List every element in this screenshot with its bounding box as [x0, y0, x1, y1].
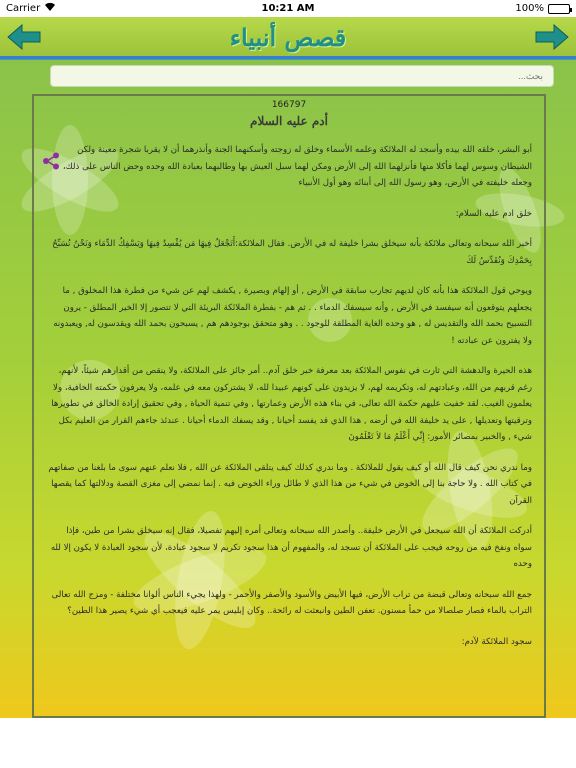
paragraph: سجود الملائكة لآدم: — [461, 636, 532, 647]
paragraph: وما ندري نحن كيف قال الله أو كيف يقول للملائكة . وما ندري كذلك كيف يتلقى الملائكة عن الله , فلا نعلم عنهم سوى ما بلغنا من صفاتهم في كتاب الله . ولا حاجة بنا إلى الخوض في شيء من هذا الذي لا طائل وراء الخوض فيه . إنما نمضي إلى مغزى القصة ودلالتها كما يقصها القرآن — [48, 462, 532, 506]
status-time: 10:21 AM — [261, 3, 315, 14]
page-title: قصص أنبياء — [229, 22, 347, 52]
status-left — [6, 2, 56, 15]
article-title: أدم عليه السلام — [250, 114, 328, 128]
paragraph: هذه الحيرة والدهشة التي ثارت في نفوس الملائكة بعد معرفة خبر خلق آدم.. أمر جائز على الملائكة، ولا ينقص من أقدارهم شيئاً، لأنهم، رغم قربهم من الله، وعبادتهم له، وتكريمه لهم، لا يزيدون على كونهم عبيدا لله، لا يشتركون معه في علمه، ولا يعرفون حكمته الخافية، ولا يعلمون الغيب. لقد خفيت عليهم حكمة الله تعالى، في بناء هذه الأرض وعمارتها , وفي تنمية الحياة , وفي تحقيق إرادة الخالق في تطويرها وترقيتها وتعديلها , على يد خليفة الله في أرضه , هذا الذي قد يفسد أحيانا , وقد يسفك الدماء أحيانا . عندئذ جاءهم القرار من العليم بكل شيء , والخبير بمصائر الأمور: إِنِّي أَعْلَمُ مَا لاَ تَعْلَمُونَ — [51, 366, 532, 442]
status-right — [515, 3, 570, 14]
battery-icon — [548, 4, 570, 14]
battery-percent: 100% — [515, 3, 544, 14]
nav-bar — [0, 17, 576, 57]
article-id: 166797 — [271, 100, 307, 110]
paragraph: جمع الله سبحانه وتعالى قبضة من تراب الأرض، فيها الأبيض والأسود والأصفر والأحمر - ولهذا يجيء الناس ألوانا مختلفة - ومزج الله تعالى التراب بالماء فصار صلصالا من حمأ مسنون. تعفن الطين وانبعثت له رائحة.. وكان إبليس يمر عليه فيعجب أي شيء يصير هذا الطين؟ — [51, 589, 532, 616]
article-body — [34, 128, 544, 650]
carrier-label: Carrier — [6, 3, 41, 14]
wifi-icon — [44, 2, 56, 15]
status-bar — [0, 0, 576, 17]
paragraph: خلق ادم عليه السلام: — [455, 208, 532, 219]
share-icon[interactable] — [42, 152, 60, 170]
bottom-area — [0, 718, 576, 768]
paragraph: أبو البشر، خلقه الله بيده وأسجد له الملائكة وعلمه الأسماء وخلق له زوجته وأسكنهما الجنة وأنذرهما أن لا يقربا شجرة معينة ولكن الشيطان وسوس لهما فأكلا منها فأنزلهما الله إلى الأرض ومكن لهما سبل العيش بها وطالبهما بعبادة الله وحده وحض الناس على ذلك، وجعله خليفته في الأرض، وهو رسول الله إلى أبنائه وهو أول الأنبياء — [62, 145, 532, 188]
search-input[interactable] — [50, 65, 554, 87]
arrow-right-icon[interactable] — [534, 22, 570, 52]
arrow-left-icon[interactable] — [6, 22, 42, 52]
article-card — [32, 94, 546, 718]
paragraph: أخبر الله سبحانه وتعالى ملائكة بأنه سيخلق بشرا خليفة له في الأرض. فقال الملائكة:أَتَجْعَلُ فِيهَا مَن يُفْسِدُ فِيهَا وَيَسْفِكُ الدِّمَاء وَنَحْنُ نُسَبِّحُ بِحَمْدِكَ وَنُقَدِّسُ لَكَ — [52, 239, 532, 266]
paragraph: ويوحي قول الملائكة هذا بأنه كان لديهم تجارب سابقة في الأرض , أو إلهام وبصيرة , يكشف لهم عن شيء من فطرة هذا المخلوق , ما يجعلهم يتوقعون أنه سيفسد في الأرض , وأنه سيسفك الدماء . . ثم هم - بفطرة الملائكة البريئة التي لا تتصور إلا الخير المطلق - يرون التسبيح بحمد الله والتقديس له , هو وحده الغاية المطلقة للوجود . . وهو متحقق بوجودهم هم , يسبحون بحمد الله ويقدسون له, ويعبدونه ولا يفترون عن عبادته ! — [53, 286, 532, 346]
paragraph: أدركت الملائكة أن الله سيجعل في الأرض خليفة.. وأصدر الله سبحانه وتعالى أمره إليهم تفصيلا، فقال إنه سيخلق بشرا من طين، فإذا سواه ونفخ فيه من روحه فيجب على الملائكة أن تسجد له، والمفهوم أن هذا سجود تكريم لا سجود عبادة، لأن سجود العبادة لا يكون إلا لله وحده — [50, 526, 532, 569]
